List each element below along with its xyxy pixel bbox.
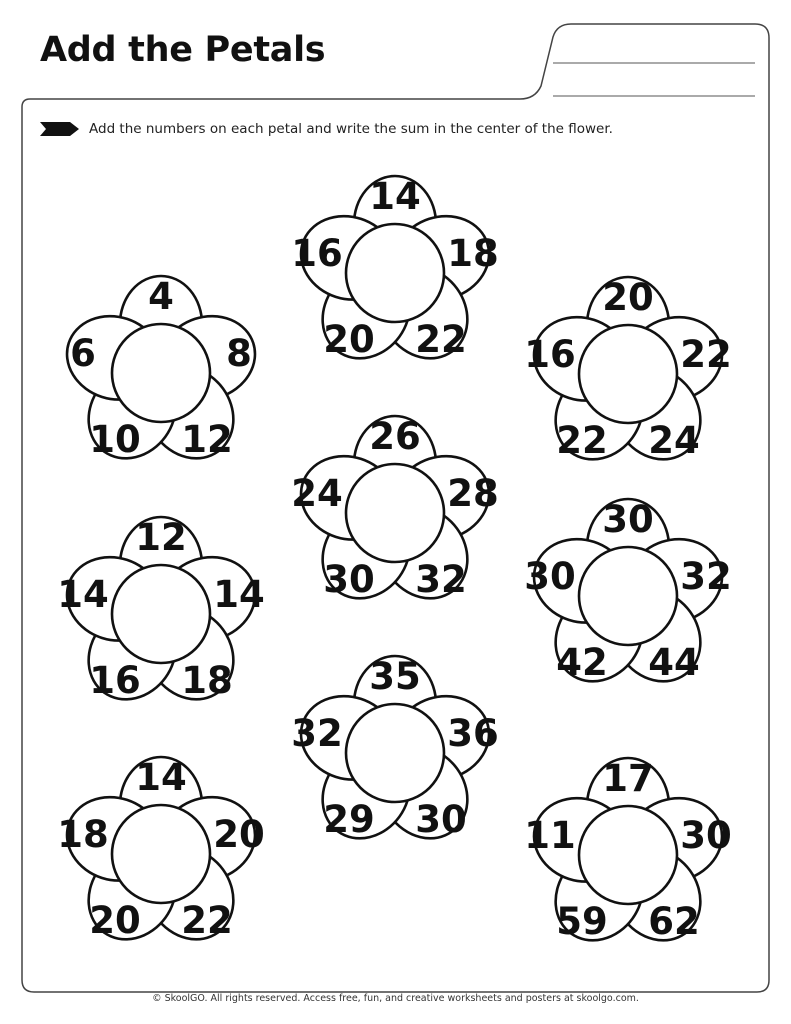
petal-number: 22 bbox=[680, 333, 732, 376]
petal-number: 14 bbox=[135, 756, 187, 799]
flower bbox=[290, 655, 500, 856]
instruction-text: Add the numbers on each petal and write the sum in the center of the flower. bbox=[89, 121, 613, 137]
petal-number: 24 bbox=[291, 472, 343, 515]
petal-number: 14 bbox=[57, 573, 109, 616]
worksheet-title: Add the Petals bbox=[40, 30, 326, 70]
flower bbox=[523, 757, 733, 958]
petal-number: 20 bbox=[89, 899, 141, 942]
answer-circle[interactable] bbox=[112, 805, 210, 903]
petal-number: 11 bbox=[524, 814, 576, 857]
petal-number: 30 bbox=[415, 798, 467, 841]
answer-circle[interactable] bbox=[112, 565, 210, 663]
answer-circle[interactable] bbox=[579, 806, 677, 904]
flower bbox=[523, 276, 733, 477]
petal-number: 17 bbox=[602, 757, 654, 800]
answer-circle[interactable] bbox=[346, 464, 444, 562]
petal-number: 22 bbox=[415, 318, 467, 361]
petal-number: 18 bbox=[447, 232, 499, 275]
petal-number: 18 bbox=[57, 813, 109, 856]
petal-number: 20 bbox=[602, 276, 654, 319]
flower bbox=[56, 756, 266, 957]
petal-number: 8 bbox=[226, 332, 252, 375]
petal-number: 10 bbox=[89, 418, 141, 461]
petal-number: 30 bbox=[323, 558, 375, 601]
petal-number: 22 bbox=[181, 899, 233, 942]
petal-number: 16 bbox=[524, 333, 576, 376]
answer-circle[interactable] bbox=[112, 324, 210, 422]
petal-number: 30 bbox=[524, 555, 576, 598]
petal-number: 59 bbox=[556, 900, 608, 943]
flower bbox=[290, 415, 500, 616]
petal-number: 30 bbox=[602, 498, 654, 541]
petal-number: 28 bbox=[447, 472, 499, 515]
petal-number: 36 bbox=[447, 712, 499, 755]
petal-number: 20 bbox=[213, 813, 265, 856]
petal-number: 62 bbox=[648, 900, 700, 943]
answer-circle[interactable] bbox=[346, 224, 444, 322]
petal-number: 42 bbox=[556, 641, 608, 684]
petal-number: 12 bbox=[135, 516, 187, 559]
flower bbox=[290, 175, 500, 376]
petal-number: 20 bbox=[323, 318, 375, 361]
petal-number: 4 bbox=[148, 275, 174, 318]
answer-circle[interactable] bbox=[346, 704, 444, 802]
petal-number: 32 bbox=[680, 555, 732, 598]
petal-number: 18 bbox=[181, 659, 233, 702]
petal-number: 29 bbox=[323, 798, 375, 841]
petal-number: 24 bbox=[648, 419, 700, 462]
petal-number: 32 bbox=[291, 712, 343, 755]
answer-circle[interactable] bbox=[579, 325, 677, 423]
petal-number: 30 bbox=[680, 814, 732, 857]
flower bbox=[523, 498, 733, 699]
petal-number: 32 bbox=[415, 558, 467, 601]
petal-number: 16 bbox=[291, 232, 343, 275]
petal-number: 12 bbox=[181, 418, 233, 461]
petal-number: 35 bbox=[369, 655, 421, 698]
petal-number: 26 bbox=[369, 415, 421, 458]
flower bbox=[56, 516, 266, 717]
petal-number: 44 bbox=[648, 641, 700, 684]
petal-number: 6 bbox=[70, 332, 96, 375]
petal-number: 14 bbox=[369, 175, 421, 218]
petal-number: 14 bbox=[213, 573, 265, 616]
flower bbox=[56, 275, 266, 476]
petal-number: 22 bbox=[556, 419, 608, 462]
copyright-footer: © SkoolGO. All rights reserved. Access free, fun, and creative worksheets and posters at skoolgo.com. bbox=[152, 993, 639, 1004]
petal-number: 16 bbox=[89, 659, 141, 702]
answer-circle[interactable] bbox=[579, 547, 677, 645]
